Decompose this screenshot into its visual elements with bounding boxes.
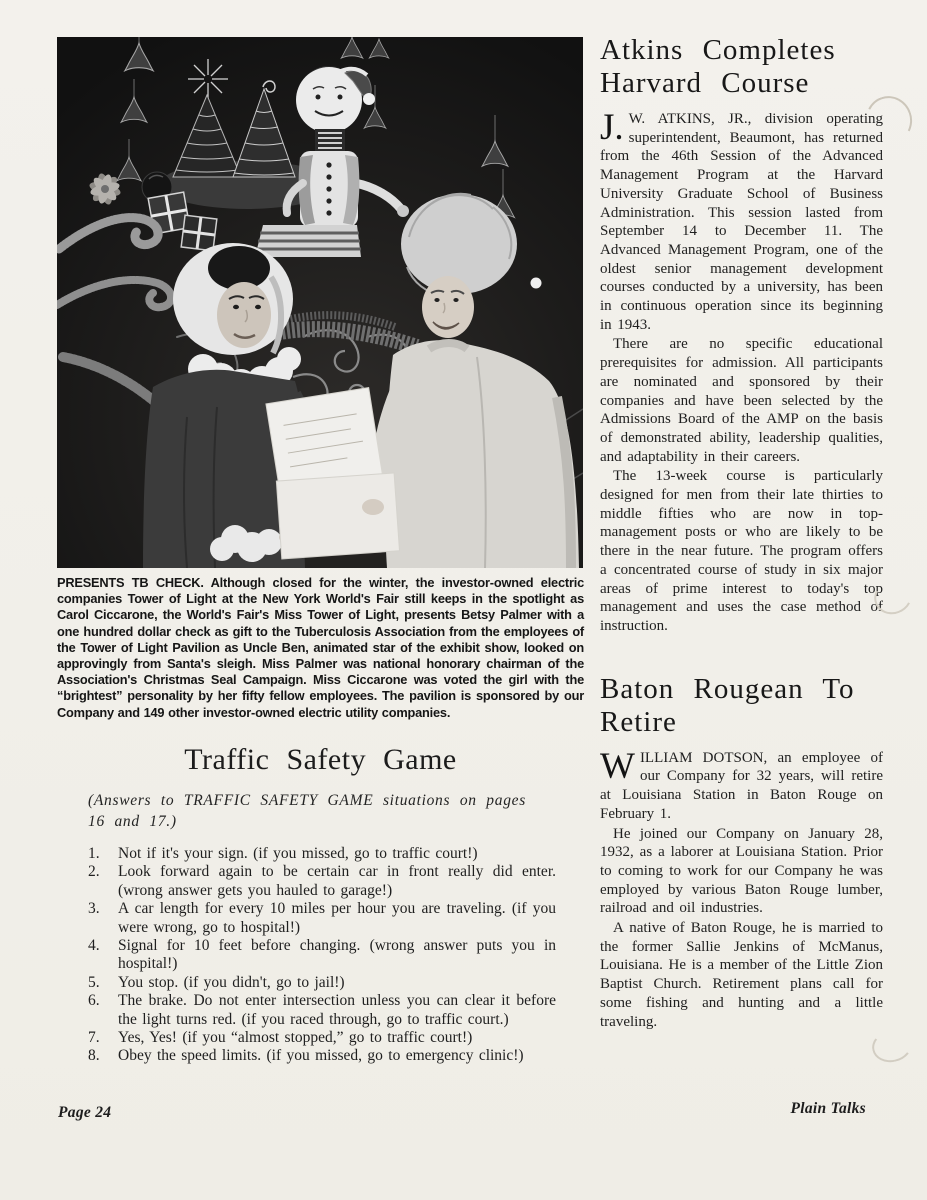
christmas-display-photo-illustration [57,37,583,568]
baton-article-title: Baton Rougean To Retire [600,672,855,738]
paragraph: The 13-week course is particularly designed for men from their late thirties to middle fifties who are now in top-management posts or who are likely to be there in the near future. The program offers a concentrated course of study in six major areas of prime interest to today's top management and uses the case method of instruction. [600,468,883,634]
paragraph: He joined our Company on January 28, 1932, as a laborer at Louisiana Station. Prior to coming to work for our Company he was employed by various Baton Rouge lumber, railroad and oil industries. [600,825,883,917]
answer-item [88,974,556,992]
answer-item [88,863,556,900]
answer-item [88,900,556,937]
answer-item [88,1029,556,1047]
paragraph [600,107,883,334]
page-number: Page 24 [58,1104,112,1121]
game-intro: (Answers to TRAFFIC SAFETY GAME situations on pages 16 and 17.) [88,792,526,830]
dropcap: W [600,745,635,787]
answer-text: Obey the speed limits. (if you missed, go to emergency clinic!) [118,1047,524,1065]
paragraph: A native of Baton Rouge, he is married to the former Sallie Jenkins of McManus, Louisiana. He is a member of the Little Zion Baptist Church. Retirement plans call for some fishing and hunting and a little traveling. [600,920,883,1030]
answer-text: You stop. (if you didn't, go to jail!) [118,973,345,991]
atkins-article-title: Atkins Completes Harvard Course [600,34,836,99]
baton-article-body [600,745,883,1032]
article-atkins [600,34,883,636]
right-column [600,34,883,1031]
traffic-safety-game-section [57,743,584,1066]
caption-lead: PRESENTS TB CHECK. [57,575,204,590]
scan-artifact-arc [869,1026,915,1066]
dropcap: J. [600,107,624,148]
answer-item [88,845,556,863]
answer-text: Signal for 10 feet before changing. (wrong answer puts you in hospital!) [118,937,556,973]
answer-text: The brake. Do not enter intersection unless you can clear it before the light turns red. (if you raced through, go to traffic court.) [118,992,556,1028]
game-answers-list [88,845,556,1066]
answer-number: 1. [88,845,100,862]
answer-number: 3. [88,900,100,918]
answer-item [88,992,556,1029]
paragraph-text: ILLIAM DOTSON, an employee of our Company for 32 years, will retire at Louisiana Station in Baton Rouge on February 1. [600,749,883,822]
answer-text: Not if it's your sign. (if you missed, go to traffic court!) [118,845,478,862]
answer-number: 4. [88,937,100,955]
tb-check-photo [57,37,583,568]
answer-text: Look forward again to be certain car in front really did enter. (wrong answer gets you hauled to garage!) [118,863,556,899]
answer-number: 7. [88,1029,100,1047]
article-baton-rougean [600,673,883,1032]
game-title: Traffic Safety Game [184,743,457,776]
answer-item [88,1047,556,1065]
answer-text: A car length for every 10 miles per hour you are traveling. (if you were wrong, go to hospital!) [118,900,556,936]
paragraph: There are no specific educational prerequisites for admission. All participants are nominated and sponsored by their companies and have been selected by the Admissions Board of the AMP on the basis of demonstrated ability, leadership qualities, and adaptability in their careers. [600,336,883,465]
caption-body: Although closed for the winter, the investor-owned electric companies Tower of Light at the New York World's Fair still keeps in the spotlight as Carol Ciccarone, the World's Fair's Miss Tower of Light, presents Betsy Palmer with a one hundred dollar check as gift to the Tuberculosis Association from the employees of the Tower of Light Pavilion as Uncle Ben, animated star of the exhibit show, looked on approvingly from Santa's sleigh. Miss Palmer was national honorary chairman of the Association's Christmas Seal Campaign. Miss Ciccarone was voted the girl with the “brightest” personality by her fifty fellow employees. The pavilion is sponsored by our Company and 149 other investor-owned electric utility companies. [57,575,584,720]
answer-number: 6. [88,992,100,1010]
answer-text: Yes, Yes! (if you “almost stopped,” go to traffic court!) [118,1029,473,1047]
answer-number: 2. [88,863,100,881]
paragraph-text: W. ATKINS, JR., division operating superintendent, Beaumont, has returned from the 46th Session of the Advanced Management Program at the Harvard University Graduate School of Business Administration. This session lasted from September 14 to December 11. The Advanced Management Program, one of the oldest senior management development courses conducted by a university, has been in continuous operation since its beginning in 1943. [600,111,883,333]
paragraph [600,745,883,824]
answer-number: 5. [88,973,100,991]
answer-item [88,937,556,974]
magazine-name: Plain Talks [790,1100,866,1117]
white-ball-ornament [531,278,542,289]
answer-number: 8. [88,1047,100,1065]
atkins-article-body [600,107,883,636]
photo-caption [57,575,584,721]
